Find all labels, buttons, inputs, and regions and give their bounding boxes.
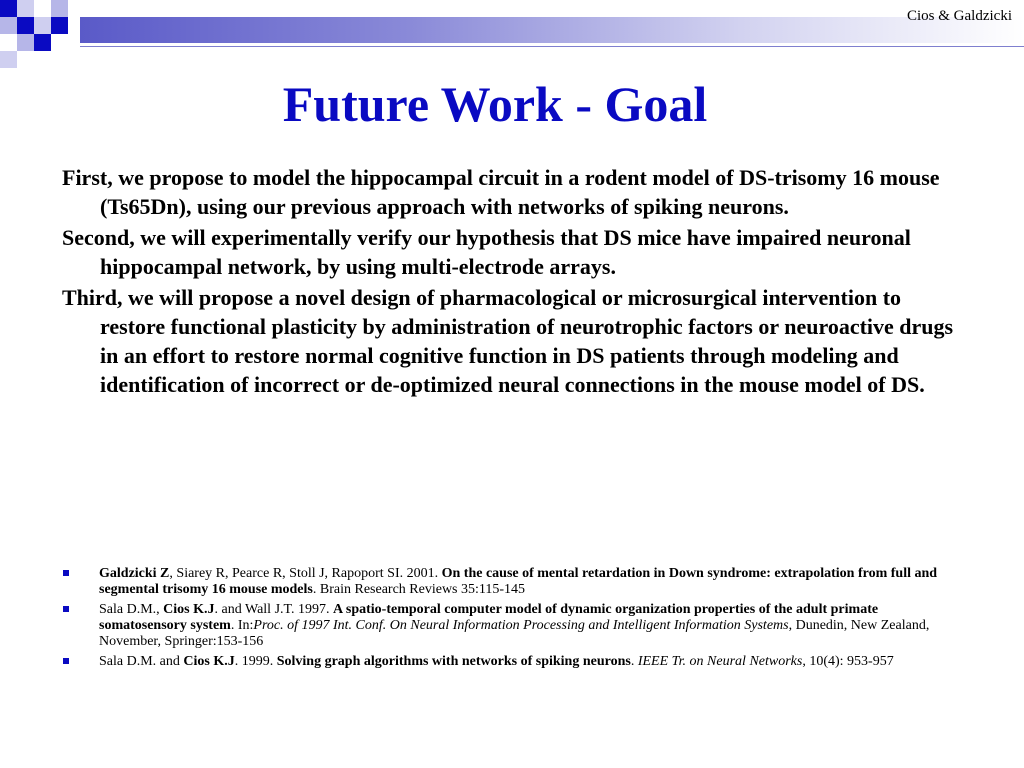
reference-authors-bold: Galdzicki Z	[99, 566, 170, 581]
reference-item	[62, 566, 967, 598]
reference-venue: , 10(4): 953-957	[802, 654, 894, 669]
paragraph-first: First, we propose to model the hippocampal circuit in a rodent model of DS-trisomy 16 mouse (Ts65Dn), using our previous approach with networks of spiking neurons.	[62, 165, 940, 219]
corner-square-decoration	[51, 0, 68, 17]
paragraph-second: Second, we will experimentally verify our hypothesis that DS mice have impaired neuronal hippocampal network, by using multi-electrode arrays.	[62, 225, 911, 279]
corner-square-decoration	[0, 51, 17, 68]
reference-title: Solving graph algorithms with networks of spiking neurons	[276, 654, 631, 669]
reference-authors: . 1999.	[234, 654, 277, 669]
reference-item	[62, 602, 967, 650]
body-text	[62, 163, 967, 401]
reference-authors-bold: Cios K.J	[183, 654, 235, 669]
author-tag: Cios & Galdzicki	[907, 8, 1012, 24]
reference-venue: , Dunedin, New Zealand, November, Springer:153-156	[99, 618, 930, 649]
corner-square-decoration	[34, 17, 51, 34]
corner-square-decoration	[34, 34, 51, 51]
reference-separator: .	[630, 654, 638, 669]
corner-square-decoration	[0, 0, 17, 17]
corner-square-decoration	[17, 34, 34, 51]
header-divider	[80, 46, 1024, 47]
reference-authors-bold: Cios K.J	[163, 602, 215, 617]
reference-venue-italic: IEEE Tr. on Neural Networks	[637, 654, 803, 669]
reference-authors: , Siarey R, Pearce R, Stoll J, Rapoport SI. 2001.	[169, 566, 442, 581]
reference-authors: Sala D.M. and	[99, 654, 184, 669]
reference-authors: Sala D.M.,	[99, 602, 164, 617]
reference-item	[62, 654, 967, 670]
square-bullet-icon	[63, 570, 69, 576]
corner-square-decoration	[17, 17, 34, 34]
paragraph-third: Third, we will propose a novel design of pharmacological or microsurgical intervention to restore functional plasticity by administration of neurotrophic factors or neuroactive drugs in an effort to restore normal cognitive function in DS patients through modeling and identification of incorrect or de-optimized neural connections in the mouse model of DS.	[62, 285, 954, 397]
slide-title: Future Work - Goal	[282, 76, 708, 132]
square-bullet-icon	[63, 606, 69, 612]
reference-in-label: . In:	[230, 618, 254, 633]
corner-square-decoration	[17, 0, 34, 17]
header-gradient-band	[80, 17, 1024, 43]
reference-list	[62, 566, 967, 674]
reference-title: A spatio-temporal computer model of dynamic organization properties of the adult primate somatosensory system	[99, 602, 879, 633]
reference-venue-italic: Proc. of 1997 Int. Conf. On Neural Information Processing and Intelligent Information Systems	[253, 618, 789, 633]
corner-square-decoration	[51, 17, 68, 34]
corner-square-decoration	[0, 34, 17, 51]
reference-venue: . Brain Research Reviews 35:115-145	[312, 582, 526, 597]
reference-authors: . and Wall J.T. 1997.	[214, 602, 334, 617]
corner-square-decoration	[34, 0, 51, 17]
square-bullet-icon	[63, 658, 69, 664]
corner-square-decoration	[0, 17, 17, 34]
reference-title: On the cause of mental retardation in Down syndrome: extrapolation from full and segmental trisomy 16 mouse models	[99, 566, 938, 597]
